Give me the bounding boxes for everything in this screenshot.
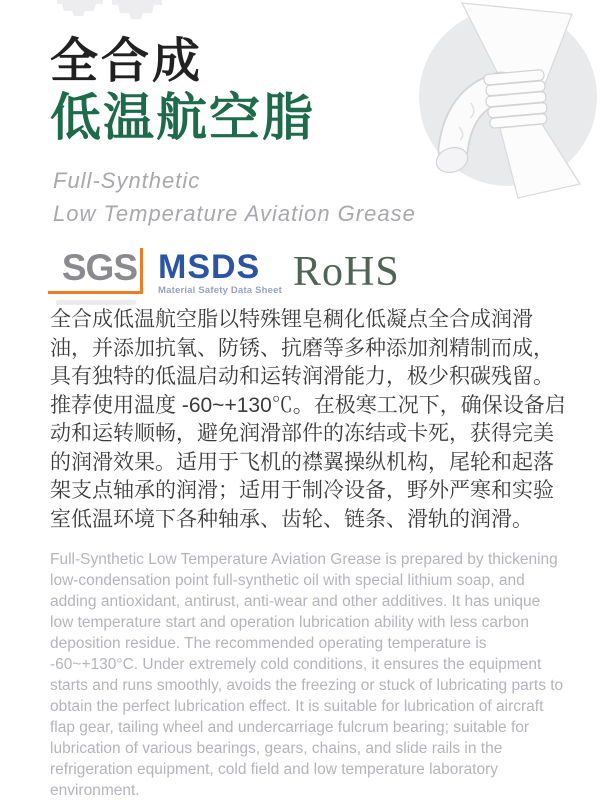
title-en-line1: Full-Synthetic — [53, 168, 201, 193]
gear-icons — [0, 0, 200, 26]
sgs-vertical-line — [140, 248, 143, 291]
sgs-underline — [48, 291, 143, 294]
msds-logo — [158, 249, 282, 296]
sgs-reflection — [56, 300, 136, 305]
sgs-label: SGS — [61, 247, 137, 288]
product-title-en — [53, 164, 416, 230]
description-chinese: 全合成低温航空脂以特殊锂皂稠化低凝点全合成润滑油，并添加抗氧、防锈、抗磨等多种添加剂精制而成，具有独特的低温启动和运转润滑能力，极少积碳残留。推荐使用温度 -60~+130℃。在极寒工况下，确保设备启动和运转顺畅，避免润滑部件的冻结或卡死，获得完美的润滑效果。适用于飞机的襟翼操纵机构，尾轮和起落架支点轴承的润滑；适用于制冷设备，野外严寒和实验室低温环境下各种轴承、齿轮、链条、滑轨的润滑。 — [50, 308, 566, 531]
msds-tagline: Material Safety Data Sheet — [158, 285, 282, 296]
rohs-logo: RoHS — [293, 249, 400, 295]
sgs-logo — [48, 248, 144, 300]
product-title-cn-green: 低温航空脂 — [50, 89, 316, 146]
certification-badges — [48, 246, 408, 308]
msds-label: MSDS — [158, 248, 261, 286]
product-title-cn-black: 全合成 — [50, 35, 204, 88]
title-en-line2: Low Temperature Aviation Grease — [53, 201, 416, 226]
product-photo-grease-tube — [395, 0, 600, 205]
description-english: Full-Synthetic Low Temperature Aviation Grease is prepared by thickening low-condensation point full-synthetic oil with special lithium soap, and adding antioxidant, antirust, anti-wear and other additives. It has unique low temperature start and operation lubrication ability with less carbon deposition residue. The recommended operating temperature is -60~+130°C. Under extremely cold conditions, it ensures the equipment starts and runs smoothly, avoids the freezing or stuck of lubricating parts to obtain the perfect lubrication effect. It is suitable for lubrication of aircraft flap gear, tailing wheel and undercarriage fulcrum bearing; suitable for lubrication of various bearings, gears, chains, and slide rails in the refrigeration equipment, cold field and low temperature laboratory environment. — [50, 551, 564, 799]
